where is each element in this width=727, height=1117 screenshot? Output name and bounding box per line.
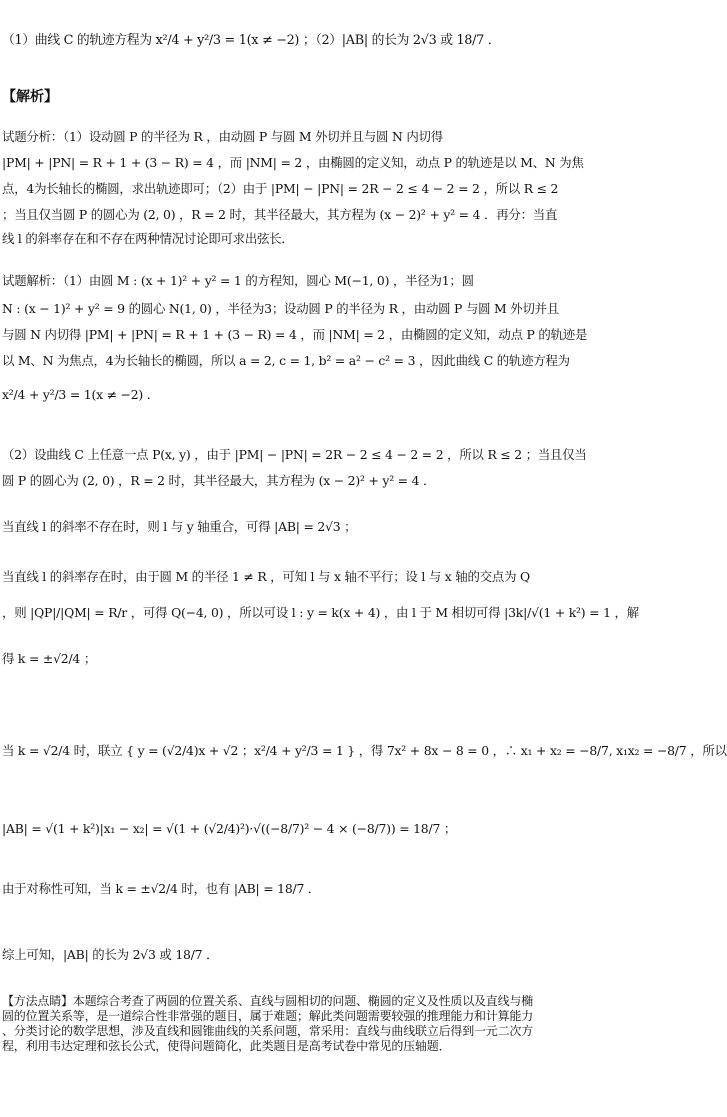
method-note-line-4: 程，利用韦达定理和弦长公式，使得问题简化，此类题目是高考试卷中常见的压轴题．: [2, 1039, 451, 1053]
solution-line-15: 综上可知，|AB| 的长为 2√3 或 18/7 ．: [2, 947, 219, 962]
analysis-line-4: ；当且仅当圆 P 的圆心为 (2, 0) ，R = 2 时，其半径最大，其方程为 (x − 2)² + y² = 4 ．再分：当直: [2, 207, 558, 222]
method-note-line-2: 圆的位置关系等，是一道综合性非常强的题目，属于难题；解此类问题需要较强的推理能力和计算能力: [2, 1009, 534, 1023]
solution-line-11: 得 k = ±√2/4 ；: [2, 651, 97, 666]
solution-line-6: （2）设曲线 C 上任意一点 P(x, y) ，由于 |PM| − |PN| = 2R − 2 ≤ 4 − 2 = 2 ，所以 R ≤ 2 ；当且仅当: [2, 447, 587, 462]
solution-line-1: 试题解析：（1）由圆 M : (x + 1)² + y² = 1 的方程知，圆心 M(−1, 0) ，半径为1；圆: [2, 273, 474, 288]
analysis-line-3: 点，4为长轴长的椭圆，求出轨迹即可；（2）由于 |PM| − |PN| = 2R − 2 ≤ 4 − 2 = 2 ，所以 R ≤ 2: [2, 181, 559, 196]
solution-line-4: 以 M、N 为焦点，4为长轴长的椭圆，所以 a = 2, c = 1, b² = a² − c² = 3 ，因此曲线 C 的轨迹方程为: [2, 353, 570, 368]
analysis-line-1: 试题分析：（1）设动圆 P 的半径为 R ，由动圆 P 与圆 M 外切并且与圆 N 内切得: [2, 129, 443, 144]
solution-line-10: ，则 |QP|/|QM| = R/r ，可得 Q(−4, 0) ，所以可设 l : y = k(x + 4) ，由 l 于 M 相切可得 |3k|/√(1 + k²) = 1 ，解: [2, 605, 639, 620]
analysis-line-5: 线 l 的斜率存在和不存在两种情况讨论即可求出弦长．: [2, 231, 294, 246]
solution-line-8: 当直线 l 的斜率不存在时，则 l 与 y 轴重合，可得 |AB| = 2√3 ；: [2, 519, 357, 534]
solution-line-7: 圆 P 的圆心为 (2, 0) ，R = 2 时，其半径最大，其方程为 (x − 2)² + y² = 4 ．: [2, 473, 436, 488]
method-note-line-1: 【方法点睛】本题综合考查了两圆的位置关系、直线与圆相切的问题、椭圆的定义及性质以及直线与椭: [2, 994, 534, 1008]
answer-line: （1）曲线 C 的轨迹方程为 x²/4 + y²/3 = 1(x ≠ −2) ；（2）|AB| 的长为 2√3 或 18/7 ．: [2, 33, 501, 48]
solution-line-12: 当 k = √2/4 时，联立 { y = (√2/4)x + √2 ；x²/4 + y²/3 = 1 } ，得 7x² + 8x − 8 = 0 ，∴ x₁ + x₂ = −8/7, x₁x₂ = −8/7 ，所以: [2, 743, 727, 758]
solution-line-13: |AB| = √(1 + k²)|x₁ − x₂| = √(1 + (√2/4)²)·√((−8/7)² − 4 × (−8/7)) = 18/7 ；: [2, 821, 457, 836]
solution-line-3: 与圆 N 内切得 |PM| + |PN| = R + 1 + (3 − R) = 4 ，而 |NM| = 2 ，由椭圆的定义知，动点 P 的轨迹是: [2, 327, 588, 342]
solution-line-14: 由于对称性可知，当 k = ±√2/4 时，也有 |AB| = 18/7 ．: [2, 881, 321, 896]
analysis-line-2: |PM| + |PN| = R + 1 + (3 − R) = 4 ，而 |NM| = 2 ，由椭圆的定义知，动点 P 的轨迹是以 M、N 为焦: [2, 155, 584, 170]
method-note-line-3: 、分类讨论的数学思想，涉及直线和圆锥曲线的关系问题，常采用：直线与曲线联立后得到一元二次方: [2, 1024, 534, 1038]
solution-line-2: N : (x − 1)² + y² = 9 的圆心 N(1, 0) ，半径为3；设动圆 P 的半径为 R ，由动圆 P 与圆 M 外切并且: [2, 301, 560, 316]
solution-line-5: x²/4 + y²/3 = 1(x ≠ −2) ．: [2, 387, 159, 402]
analysis-heading: 【解析】: [2, 89, 58, 105]
solution-line-9: 当直线 l 的斜率存在时，由于圆 M 的半径 1 ≠ R ，可知 l 与 x 轴不平行；设 l 与 x 轴的交点为 Q: [2, 569, 530, 584]
